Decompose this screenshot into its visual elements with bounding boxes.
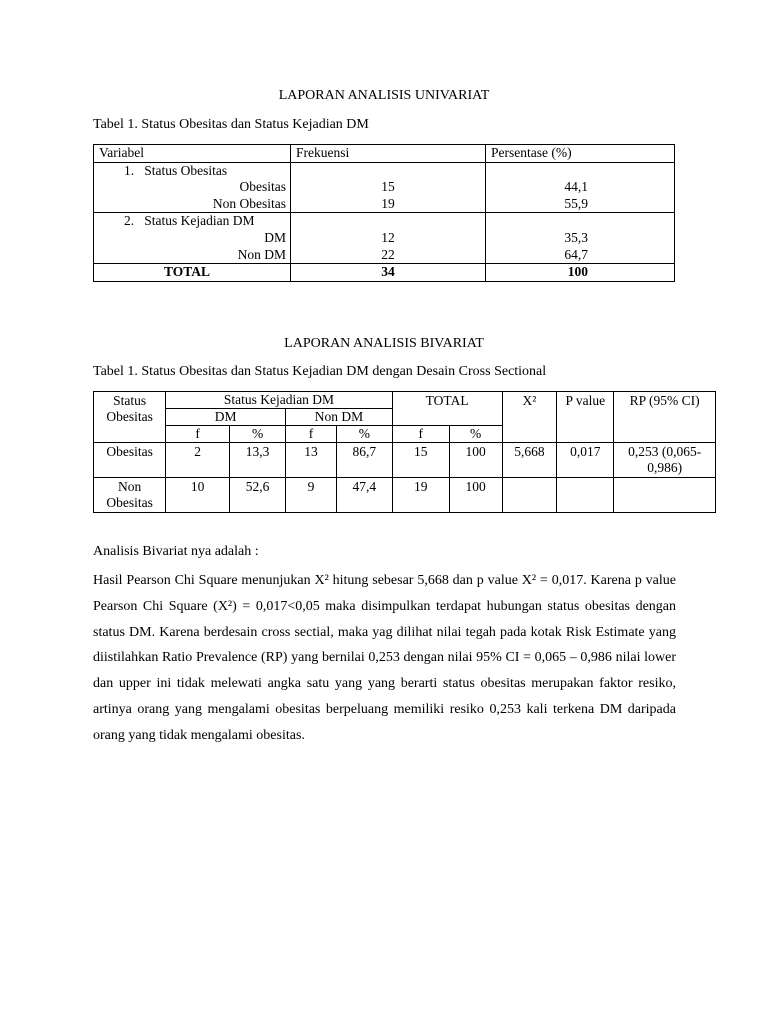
header-total: TOTAL [392,392,502,426]
row-label: Non DM [94,247,291,264]
total-label: TOTAL [94,264,291,282]
row-label: Obesitas [94,179,291,196]
table-row [94,247,675,264]
row-label: DM [94,230,291,247]
row-label: Non Obesitas [94,478,166,513]
table-row [94,162,675,179]
header-chi-square: X² [502,392,557,443]
total-f: 19 [392,478,449,513]
group-title-obesitas: 1. Status Obesitas [94,162,291,179]
row-percentage: 64,7 [486,247,675,264]
row-label: Obesitas [94,443,166,478]
univariat-table-caption: Tabel 1. Status Obesitas dan Status Kejadian DM [93,117,369,132]
row-frequency: 22 [291,247,486,264]
header-variabel: Variabel [94,145,291,163]
header-dm: DM [166,409,286,426]
table-header-row [94,145,675,163]
row-frequency: 19 [291,196,486,213]
header-rp: RP (95% CI) [614,392,716,443]
non-dm-pct: 47,4 [336,478,392,513]
group-title-kejadian-dm: 2. Status Kejadian DM [94,213,291,230]
header-f: f [286,426,337,443]
row-percentage: 35,3 [486,230,675,247]
p-value [557,478,614,513]
total-row [94,264,675,282]
header-pct: % [336,426,392,443]
univariat-table [93,144,675,282]
header-frekuensi: Frekuensi [291,145,486,163]
header-persentase: Persentase (%) [486,145,675,163]
bivariat-table [93,391,716,513]
header-pct: % [449,426,502,443]
row-frequency: 12 [291,230,486,247]
total-f: 15 [392,443,449,478]
header-pct: % [230,426,286,443]
rp-value [614,478,716,513]
header-non-dm: Non DM [286,409,393,426]
table-row [94,230,675,247]
univariat-heading: LAPORAN ANALISIS UNIVARIAT [278,88,490,103]
total-pct: 100 [449,478,502,513]
total-percentage: 100 [486,264,675,282]
header-p-value: P value [557,392,614,443]
chi-square-value: 5,668 [502,443,557,478]
dm-f: 10 [166,478,230,513]
row-label: Non Obesitas [94,196,291,213]
total-pct: 100 [449,443,502,478]
table-header-row [94,392,716,409]
header-status-kejadian-dm: Status Kejadian DM [166,392,393,409]
header-f: f [166,426,230,443]
header-status-obesitas: Status Obesitas [94,392,166,443]
row-frequency: 15 [291,179,486,196]
dm-pct: 13,3 [230,443,286,478]
dm-pct: 52,6 [230,478,286,513]
row-percentage: 44,1 [486,179,675,196]
analysis-text: Hasil Pearson Chi Square menunjukan X² hitung sebesar 5,668 dan p value X² = 0,017. Karena p value Pearson Chi Square (X²) = 0,017<0,05 maka disimpulkan terdapat hubungan status obesitas dengan status DM. Karena berdesain cross sectial, maka yag dilihat nilai tegah pada kotak Risk Estimate yang diistilahkan Ratio Prevalence (RP) yang bernilai 0,253 dengan nilai 95% CI = 0,065 – 0,986 nilai lower dan upper ini tidak melewati angka satu yang yang berarti status obesitas merupakan faktor resiko, artinya orang yang mengalami obesitas berpeluang memiliki resiko 0,253 kali terkena DM daripada orang yang tidak mengalami obesitas. [93,573,676,743]
table-row [94,196,675,213]
non-dm-pct: 86,7 [336,443,392,478]
dm-f: 2 [166,443,230,478]
non-dm-f: 9 [286,478,337,513]
analysis-intro: Analisis Bivariat nya adalah : [93,544,259,559]
table-row [94,179,675,196]
non-dm-f: 13 [286,443,337,478]
table-row [94,443,716,478]
rp-value: 0,253 (0,065-0,986) [614,443,716,478]
row-percentage: 55,9 [486,196,675,213]
bivariat-heading: LAPORAN ANALISIS BIVARIAT [284,336,484,351]
table-row [94,478,716,513]
bivariat-table-caption: Tabel 1. Status Obesitas dan Status Kejadian DM dengan Desain Cross Sectional [93,364,547,379]
chi-square-value [502,478,557,513]
table-row [94,213,675,230]
analysis-paragraph [93,568,676,749]
header-f: f [392,426,449,443]
total-frequency: 34 [291,264,486,282]
p-value: 0,017 [557,443,614,478]
